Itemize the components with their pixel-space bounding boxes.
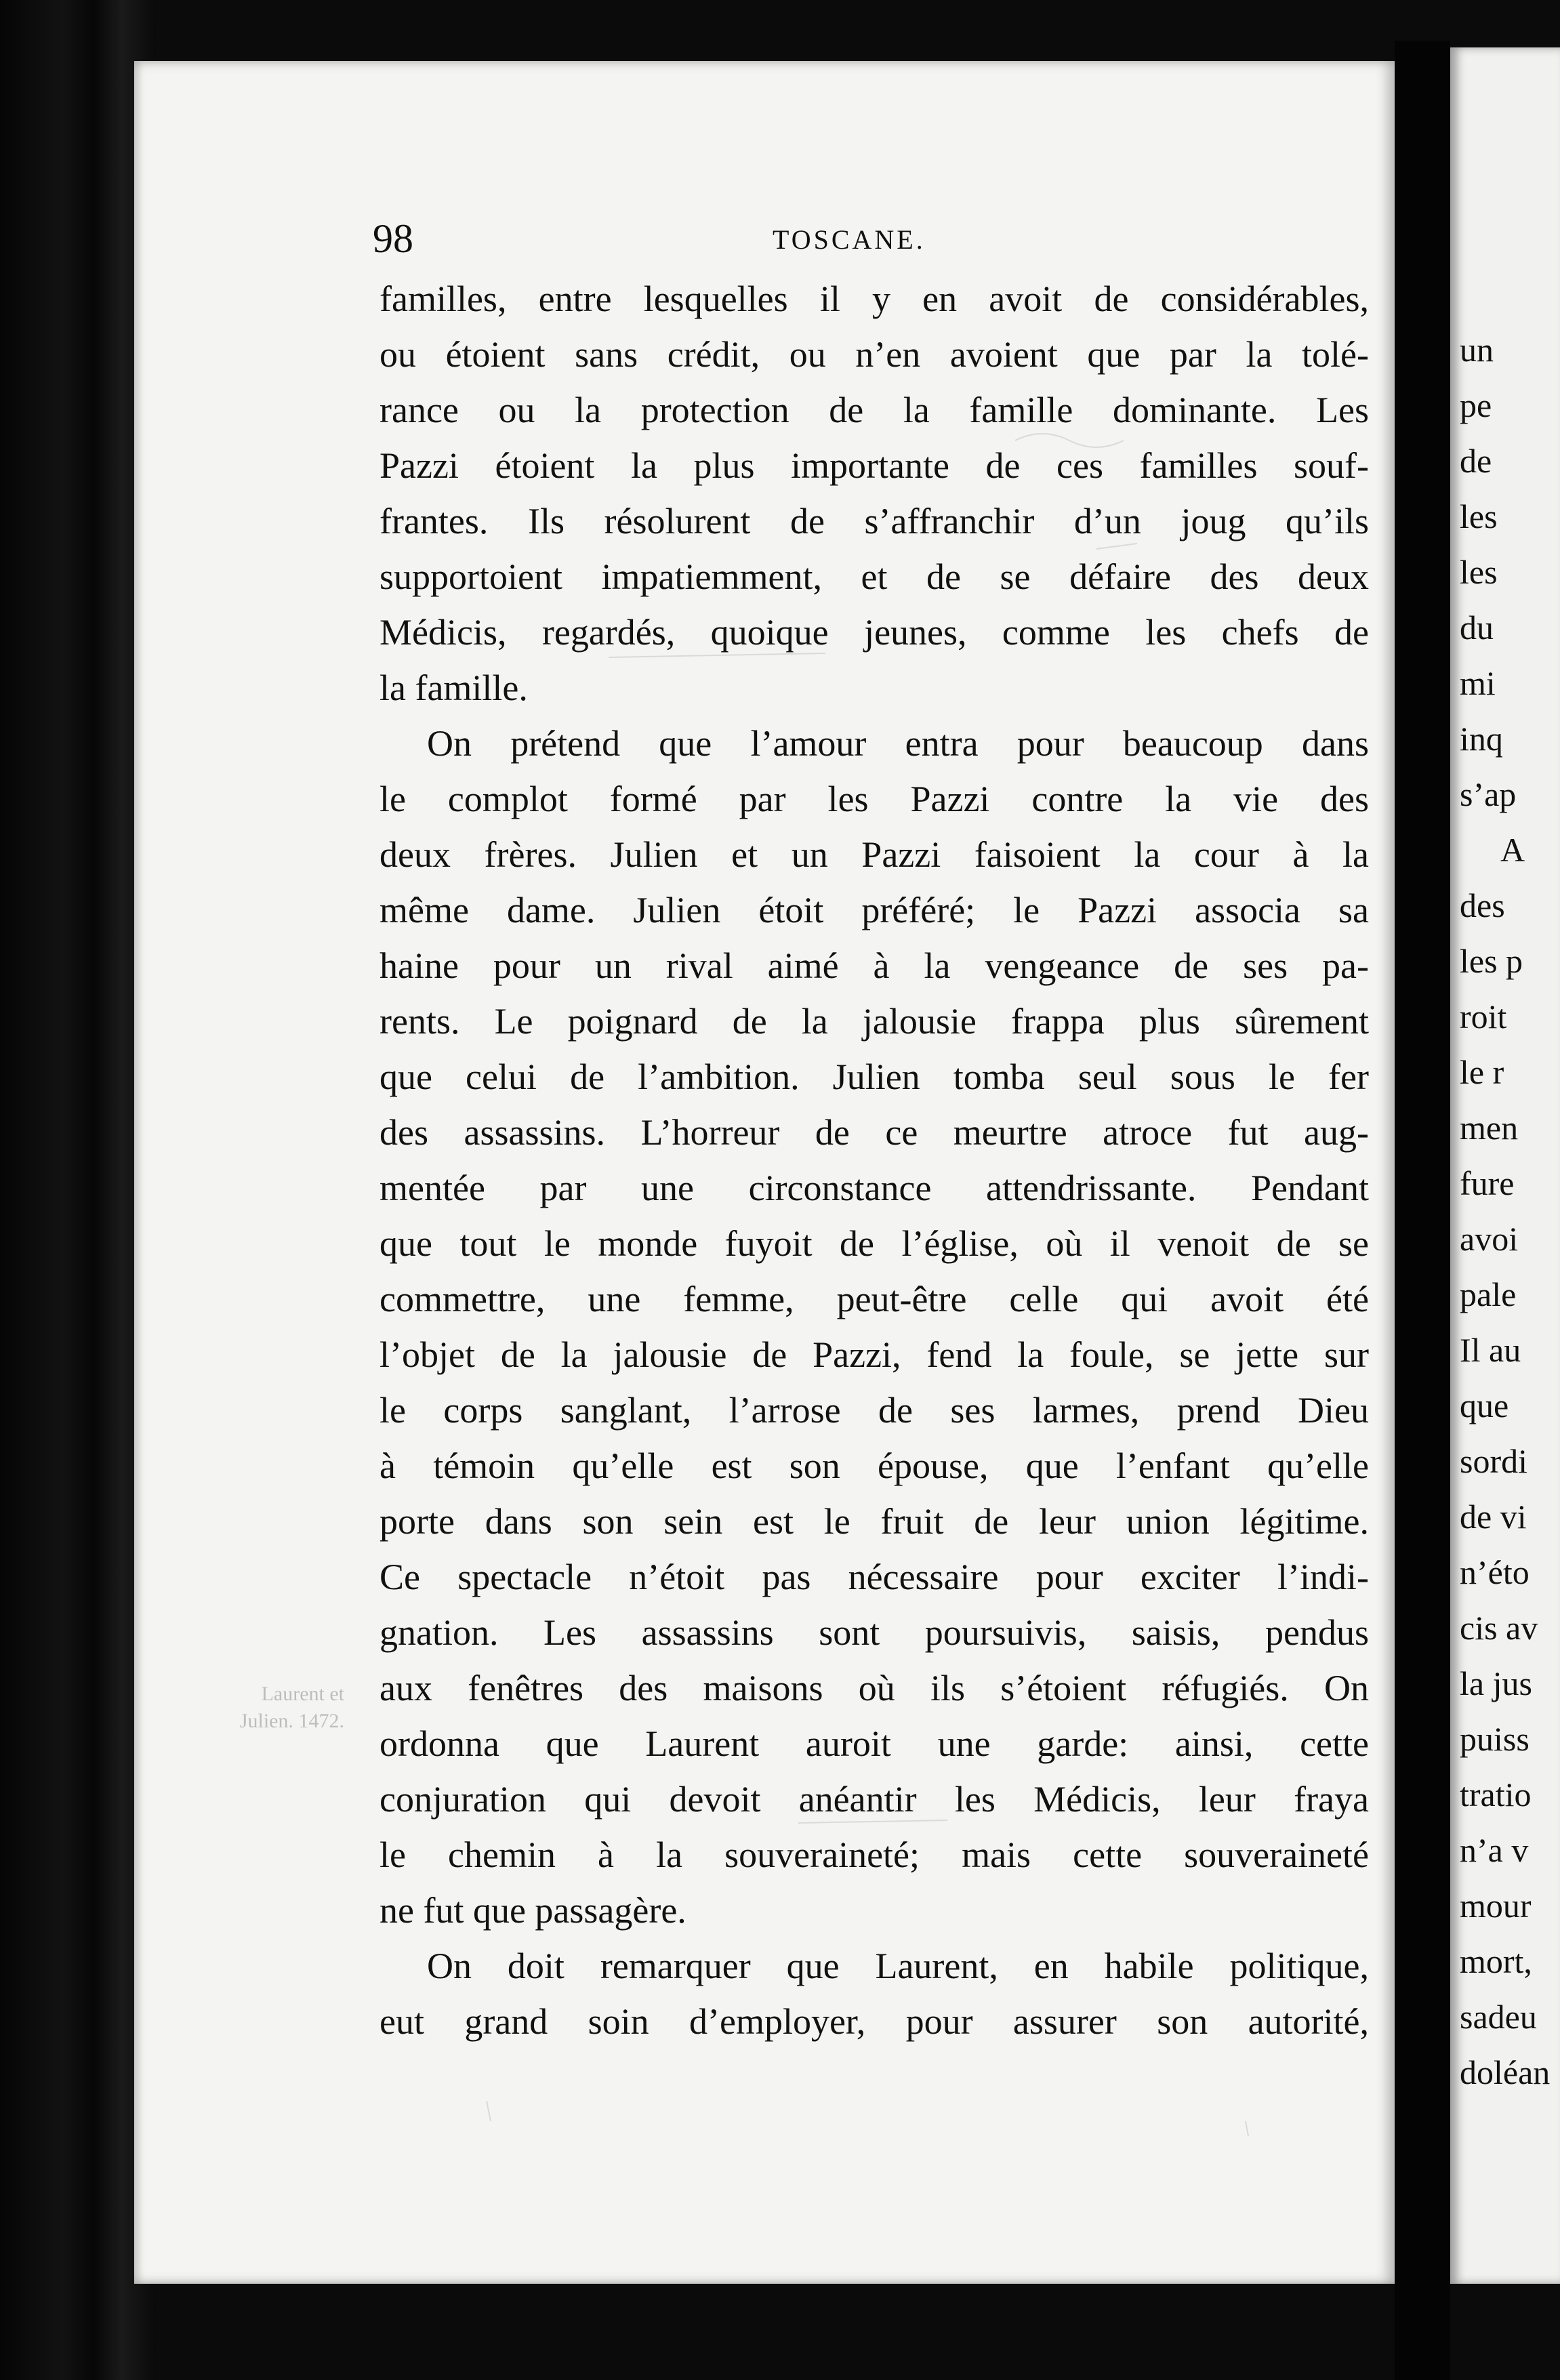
text-line: rance ou la protection de la famille dominante. Les — [379, 390, 1369, 430]
text-line: que celui de l’ambition. Julien tomba seul sous le fer — [379, 1056, 1369, 1097]
text-line: ordonna que Laurent auroit une garde: ainsi, cette — [379, 1723, 1369, 1764]
facing-line: les — [1460, 553, 1498, 591]
text-line: à témoin qu’elle est son épouse, que l’enfant qu’elle — [379, 1445, 1369, 1486]
facing-page-text — [1460, 322, 1560, 2100]
facing-line: de vi — [1460, 1498, 1527, 1536]
facing-line: tratio — [1460, 1776, 1532, 1813]
facing-line: n’éto — [1460, 1553, 1530, 1591]
text-line: deux frères. Julien et un Pazzi faisoient la cour à la — [379, 834, 1369, 875]
text-line: porte dans son sein est le fruit de leur union légitime. — [379, 1501, 1369, 1542]
facing-line: cis av — [1460, 1609, 1538, 1647]
page-number: 98 — [373, 216, 413, 261]
facing-line: de — [1460, 442, 1492, 480]
text-line: des assassins. L’horreur de ce meurtre atroce fut aug- — [379, 1112, 1369, 1153]
running-head — [373, 216, 1376, 270]
text-line: Pazzi étoient la plus importante de ces familles souf- — [379, 445, 1369, 486]
facing-line: roit — [1460, 998, 1507, 1035]
text-line: familles, entre lesquelles il y en avoit de considérables, — [379, 279, 1369, 319]
text-line: commettre, une femme, peut-être celle qui avoit été — [379, 1279, 1369, 1319]
facing-line: des — [1460, 886, 1505, 924]
text-line: haine pour un rival aimé à la vengeance de ses pa- — [379, 945, 1369, 986]
section-title: TOSCANE. — [773, 224, 926, 255]
facing-line: un — [1460, 331, 1494, 369]
facing-line: la jus — [1460, 1664, 1532, 1702]
book-gutter — [1395, 41, 1450, 2380]
text-line: mentée par une circonstance attendrissante. Pendant — [379, 1168, 1369, 1208]
left-page — [134, 61, 1395, 2284]
facing-line: A — [1500, 831, 1525, 869]
text-line: rents. Le poignard de la jalousie frappa plus sûrement — [379, 1001, 1369, 1042]
margin-note-line: Julien. 1472. — [239, 1710, 344, 1732]
facing-line: mour — [1460, 1887, 1532, 1925]
margin-note-line: Laurent et — [261, 1683, 344, 1705]
facing-line: doléan — [1460, 2053, 1551, 2091]
text-line: supportoient impatiemment, et de se défaire des deux — [379, 556, 1369, 597]
facing-line: fure — [1460, 1164, 1515, 1202]
body-text — [379, 271, 1369, 2042]
text-line: frantes. Ils résolurent de s’affranchir d’un joug qu’ils — [379, 501, 1369, 541]
facing-line: pale — [1460, 1275, 1517, 1313]
facing-line: le r — [1460, 1053, 1504, 1091]
text-line: le complot formé par les Pazzi contre la vie des — [379, 779, 1369, 819]
text-line: même dame. Julien étoit préféré; le Pazzi associa sa — [379, 890, 1369, 930]
facing-line: men — [1460, 1109, 1519, 1147]
paragraph-start-line: On prétend que l’amour entra pour beaucoup dans — [427, 723, 1369, 764]
facing-line: s’ap — [1460, 775, 1517, 813]
text-line: eut grand soin d’employer, pour assurer son autorité, — [379, 2001, 1369, 2042]
facing-line: sordi — [1460, 1442, 1527, 1480]
facing-page — [1450, 47, 1560, 2284]
text-line: que tout le monde fuyoit de l’église, où il venoit de se — [379, 1223, 1369, 1264]
text-line: l’objet de la jalousie de Pazzi, fend la foule, se jette sur — [379, 1334, 1369, 1375]
facing-line: les p — [1460, 942, 1523, 980]
margin-note — [175, 1681, 344, 1735]
text-line: aux fenêtres des maisons où ils s’étoient réfugiés. On — [379, 1668, 1369, 1708]
text-line: le corps sanglant, l’arrose de ses larmes, prend Dieu — [379, 1390, 1369, 1431]
facing-line: du — [1460, 609, 1494, 647]
book-binding-edge — [0, 0, 156, 2380]
facing-line: mi — [1460, 664, 1496, 702]
text-line: Médicis, regardés, quoique jeunes, comme les chefs de — [379, 612, 1369, 653]
facing-line: inq — [1460, 720, 1503, 758]
text-line: Ce spectacle n’étoit pas nécessaire pour exciter l’indi- — [379, 1557, 1369, 1597]
facing-line: Il au — [1460, 1331, 1521, 1369]
text-line: gnation. Les assassins sont poursuivis, saisis, pendus — [379, 1612, 1369, 1653]
facing-line: sadeu — [1460, 1998, 1537, 2036]
text-line: conjuration qui devoit anéantir les Médicis, leur fraya — [379, 1779, 1369, 1820]
text-line: le chemin à la souveraineté; mais cette souveraineté — [379, 1834, 1369, 1875]
text-line: ou étoient sans crédit, ou n’en avoient que par la tolé- — [379, 334, 1369, 375]
facing-line: puiss — [1460, 1720, 1530, 1758]
facing-line: mort, — [1460, 1942, 1532, 1980]
text-line: ne fut que passagère. — [379, 1890, 686, 1931]
text-line: la famille. — [379, 668, 528, 708]
facing-line: que — [1460, 1387, 1509, 1424]
facing-line: n’a v — [1460, 1831, 1529, 1869]
facing-line: avoi — [1460, 1220, 1519, 1258]
facing-line: les — [1460, 497, 1498, 535]
facing-line: pe — [1460, 386, 1492, 424]
paragraph-start-line: On doit remarquer que Laurent, en habile politique, — [427, 1946, 1369, 1986]
